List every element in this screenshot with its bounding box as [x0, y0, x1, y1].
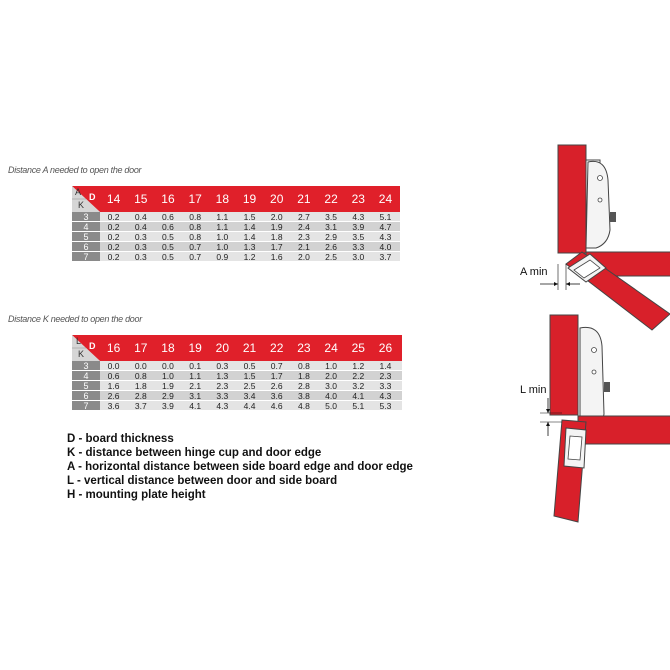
- table-row: [72, 361, 402, 371]
- row-label: 5: [72, 232, 100, 242]
- hinge-arm: [580, 327, 604, 430]
- legend-item-a: A - horizontal distance between side board edge and door edge: [67, 461, 413, 473]
- legend-item-d: D - board thickness: [67, 433, 174, 445]
- table-cell: 1.9: [270, 222, 283, 232]
- table-cell: 2.9: [162, 391, 174, 401]
- table-a-row-key: A: [75, 187, 82, 197]
- table-cell: 3.3: [379, 381, 392, 391]
- table-cell: 1.5: [243, 212, 256, 222]
- table-cell: 3.2: [352, 381, 365, 391]
- table-cell: 3.1: [325, 222, 337, 232]
- column-header: 24: [324, 341, 338, 355]
- l-min-label: L min: [520, 384, 547, 396]
- table-cell: 0.0: [107, 361, 120, 371]
- table-cell: 0.6: [107, 371, 120, 381]
- table-cell: 1.2: [352, 361, 365, 371]
- table-cell: 1.5: [243, 371, 256, 381]
- table-cell: 3.4: [243, 391, 256, 401]
- column-header: 22: [324, 192, 338, 206]
- table-distance-a: [72, 186, 400, 262]
- table-row: [72, 391, 402, 401]
- column-header: 24: [378, 192, 393, 206]
- table-row: [72, 381, 402, 391]
- table-cell: 2.0: [297, 252, 310, 262]
- table-cell: 4.4: [243, 401, 256, 411]
- hinge-diagram-l-min: [510, 310, 670, 525]
- table-cell: 0.3: [134, 242, 147, 252]
- table-cell: 0.8: [189, 212, 202, 222]
- column-header: 16: [106, 341, 121, 355]
- row-label: 6: [72, 242, 100, 252]
- row-label: 4: [72, 371, 100, 381]
- column-header: 20: [270, 192, 284, 206]
- row-label: 3: [72, 361, 100, 371]
- column-header: 25: [351, 341, 365, 355]
- table-cell: 1.3: [216, 371, 229, 381]
- table-a-corner: [72, 186, 100, 212]
- table-cell: 2.3: [216, 381, 229, 391]
- table-k-column-headers: [100, 335, 402, 361]
- table-cell: 3.3: [352, 242, 365, 252]
- table-cell: 3.0: [325, 381, 337, 391]
- table-cell: 0.0: [162, 361, 174, 371]
- table-cell: 0.5: [162, 252, 174, 262]
- table-k-row-key: L: [76, 336, 82, 346]
- column-header: 23: [297, 341, 311, 355]
- table-cell: 4.6: [270, 401, 283, 411]
- row-label: 7: [72, 401, 100, 411]
- table-cell: 2.3: [379, 371, 392, 381]
- column-header: 21: [242, 341, 257, 355]
- column-header: 17: [134, 341, 148, 355]
- table-cell: 2.6: [270, 381, 283, 391]
- table-cell: 0.2: [107, 222, 120, 232]
- table-k-corner: [72, 335, 100, 361]
- table-cell: 4.3: [379, 232, 392, 242]
- table-distance-k: [72, 335, 402, 411]
- legend-item-h: H - mounting plate height: [67, 489, 206, 501]
- table-cell: 1.1: [216, 222, 229, 232]
- table-cell: 1.0: [162, 371, 174, 381]
- column-header: 22: [270, 341, 284, 355]
- table-cell: 2.3: [297, 232, 310, 242]
- column-header: 26: [378, 341, 393, 355]
- row-label: 3: [72, 212, 100, 222]
- table-row: [72, 212, 400, 222]
- column-header: 18: [161, 341, 175, 355]
- table-cell: 1.9: [162, 381, 174, 391]
- table-cell: 0.2: [107, 252, 120, 262]
- a-min-label: A min: [520, 266, 548, 278]
- table-cell: 1.6: [107, 381, 120, 391]
- table-cell: 0.8: [297, 361, 310, 371]
- table-row: [72, 371, 402, 381]
- table-cell: 3.7: [379, 252, 392, 262]
- table-cell: 3.6: [107, 401, 120, 411]
- table-cell: 5.0: [325, 401, 337, 411]
- table-cell: 4.3: [216, 401, 229, 411]
- table-cell: 0.3: [216, 361, 229, 371]
- table-row: [72, 401, 402, 411]
- table-k-row-key2: K: [78, 349, 85, 359]
- table-cell: 4.8: [297, 401, 310, 411]
- table-cell: 3.0: [352, 252, 365, 262]
- legend: [67, 432, 413, 502]
- table-cell: 1.2: [243, 252, 256, 262]
- table-cell: 1.0: [216, 242, 229, 252]
- table-cell: 0.8: [189, 222, 202, 232]
- table-cell: 1.1: [216, 212, 229, 222]
- table-cell: 2.4: [297, 222, 310, 232]
- column-header: 15: [134, 192, 148, 206]
- table-cell: 3.9: [352, 222, 365, 232]
- table-cell: 1.8: [134, 381, 147, 391]
- table-cell: 4.1: [189, 401, 202, 411]
- table-cell: 2.5: [243, 381, 256, 391]
- table-a-header: [72, 186, 400, 212]
- table-cell: 3.8: [297, 391, 310, 401]
- table-cell: 0.1: [189, 361, 202, 371]
- table-cell: 0.7: [189, 242, 202, 252]
- column-header: 21: [297, 192, 311, 206]
- table-cell: 0.4: [134, 212, 147, 222]
- table-cell: 0.6: [162, 222, 174, 232]
- table-cell: 5.1: [379, 212, 392, 222]
- table-row: [72, 252, 400, 262]
- row-label: 6: [72, 391, 100, 401]
- table-a-body: [72, 212, 400, 262]
- table-cell: 2.6: [107, 391, 120, 401]
- table-row: [72, 242, 400, 252]
- table-cell: 4.1: [352, 391, 365, 401]
- table-cell: 1.8: [297, 371, 310, 381]
- table-cell: 1.0: [216, 232, 229, 242]
- column-header: 16: [161, 192, 175, 206]
- table-cell: 2.8: [134, 391, 147, 401]
- table-cell: 0.3: [134, 252, 147, 262]
- table-cell: 3.5: [325, 212, 337, 222]
- table-a-caption: Distance A needed to open the door: [8, 165, 142, 175]
- table-cell: 4.3: [379, 391, 392, 401]
- table-k-col-key: D: [89, 341, 96, 351]
- table-a-col-key: D: [89, 192, 96, 202]
- table-cell: 5.1: [352, 401, 365, 411]
- table-cell: 2.2: [352, 371, 365, 381]
- table-cell: 0.7: [189, 252, 202, 262]
- top-board: [578, 416, 670, 444]
- column-header: 18: [215, 192, 230, 206]
- table-cell: 1.6: [270, 252, 283, 262]
- column-header: 14: [106, 192, 121, 206]
- table-cell: 1.7: [270, 371, 283, 381]
- table-cell: 2.1: [189, 381, 202, 391]
- column-header: 19: [242, 192, 257, 206]
- table-cell: 3.5: [352, 232, 365, 242]
- table-cell: 0.5: [162, 232, 174, 242]
- table-cell: 0.6: [162, 212, 174, 222]
- table-cell: 4.0: [379, 242, 392, 252]
- table-k-caption: Distance K needed to open the door: [8, 314, 142, 324]
- table-cell: 1.7: [270, 242, 283, 252]
- table-cell: 4.7: [379, 222, 392, 232]
- table-cell: 0.8: [134, 371, 147, 381]
- table-cell: 4.3: [352, 212, 365, 222]
- table-cell: 2.1: [297, 242, 310, 252]
- table-cell: 2.9: [325, 232, 337, 242]
- table-cell: 4.0: [325, 391, 337, 401]
- table-cell: 0.0: [134, 361, 147, 371]
- table-row: [72, 232, 400, 242]
- table-cell: 2.8: [297, 381, 310, 391]
- table-row: [72, 222, 400, 232]
- hinge-arm: [586, 161, 610, 248]
- table-cell: 0.2: [107, 242, 120, 252]
- table-cell: 3.6: [270, 391, 283, 401]
- table-cell: 3.3: [216, 391, 229, 401]
- table-cell: 0.2: [107, 232, 120, 242]
- side-board: [550, 315, 578, 415]
- legend-item-k: K - distance between hinge cup and door edge: [67, 447, 322, 459]
- table-cell: 1.4: [243, 232, 256, 242]
- legend-item-l: L - vertical distance between door and side board: [67, 475, 338, 487]
- table-cell: 2.6: [325, 242, 337, 252]
- table-cell: 5.3: [379, 401, 392, 411]
- table-cell: 3.7: [134, 401, 147, 411]
- table-cell: 1.4: [379, 361, 392, 371]
- table-cell: 0.2: [107, 212, 120, 222]
- table-cell: 2.5: [325, 252, 337, 262]
- column-header: 20: [215, 341, 230, 355]
- table-a-row-key2: K: [78, 200, 85, 210]
- table-cell: 0.9: [216, 252, 229, 262]
- table-cell: 0.8: [189, 232, 202, 242]
- table-cell: 2.0: [325, 371, 337, 381]
- table-a-column-headers: [100, 186, 400, 212]
- table-cell: 1.4: [243, 222, 256, 232]
- row-label: 5: [72, 381, 100, 391]
- table-cell: 0.4: [134, 222, 147, 232]
- column-header: 19: [188, 341, 202, 355]
- table-cell: 0.5: [243, 361, 256, 371]
- row-label: 7: [72, 252, 100, 262]
- table-cell: 1.0: [325, 361, 337, 371]
- table-cell: 2.7: [297, 212, 310, 222]
- table-cell: 1.8: [270, 232, 283, 242]
- table-k-body: [72, 361, 402, 411]
- table-k-header: [72, 335, 402, 361]
- column-header: 23: [351, 192, 365, 206]
- row-label: 4: [72, 222, 100, 232]
- table-cell: 1.3: [243, 242, 256, 252]
- table-cell: 2.0: [270, 212, 283, 222]
- column-header: 17: [188, 192, 202, 206]
- side-board: [558, 145, 586, 253]
- table-cell: 0.3: [134, 232, 147, 242]
- table-cell: 3.9: [162, 401, 174, 411]
- table-cell: 0.5: [162, 242, 174, 252]
- table-cell: 1.1: [189, 371, 202, 381]
- table-cell: 3.1: [189, 391, 202, 401]
- table-cell: 0.7: [270, 361, 283, 371]
